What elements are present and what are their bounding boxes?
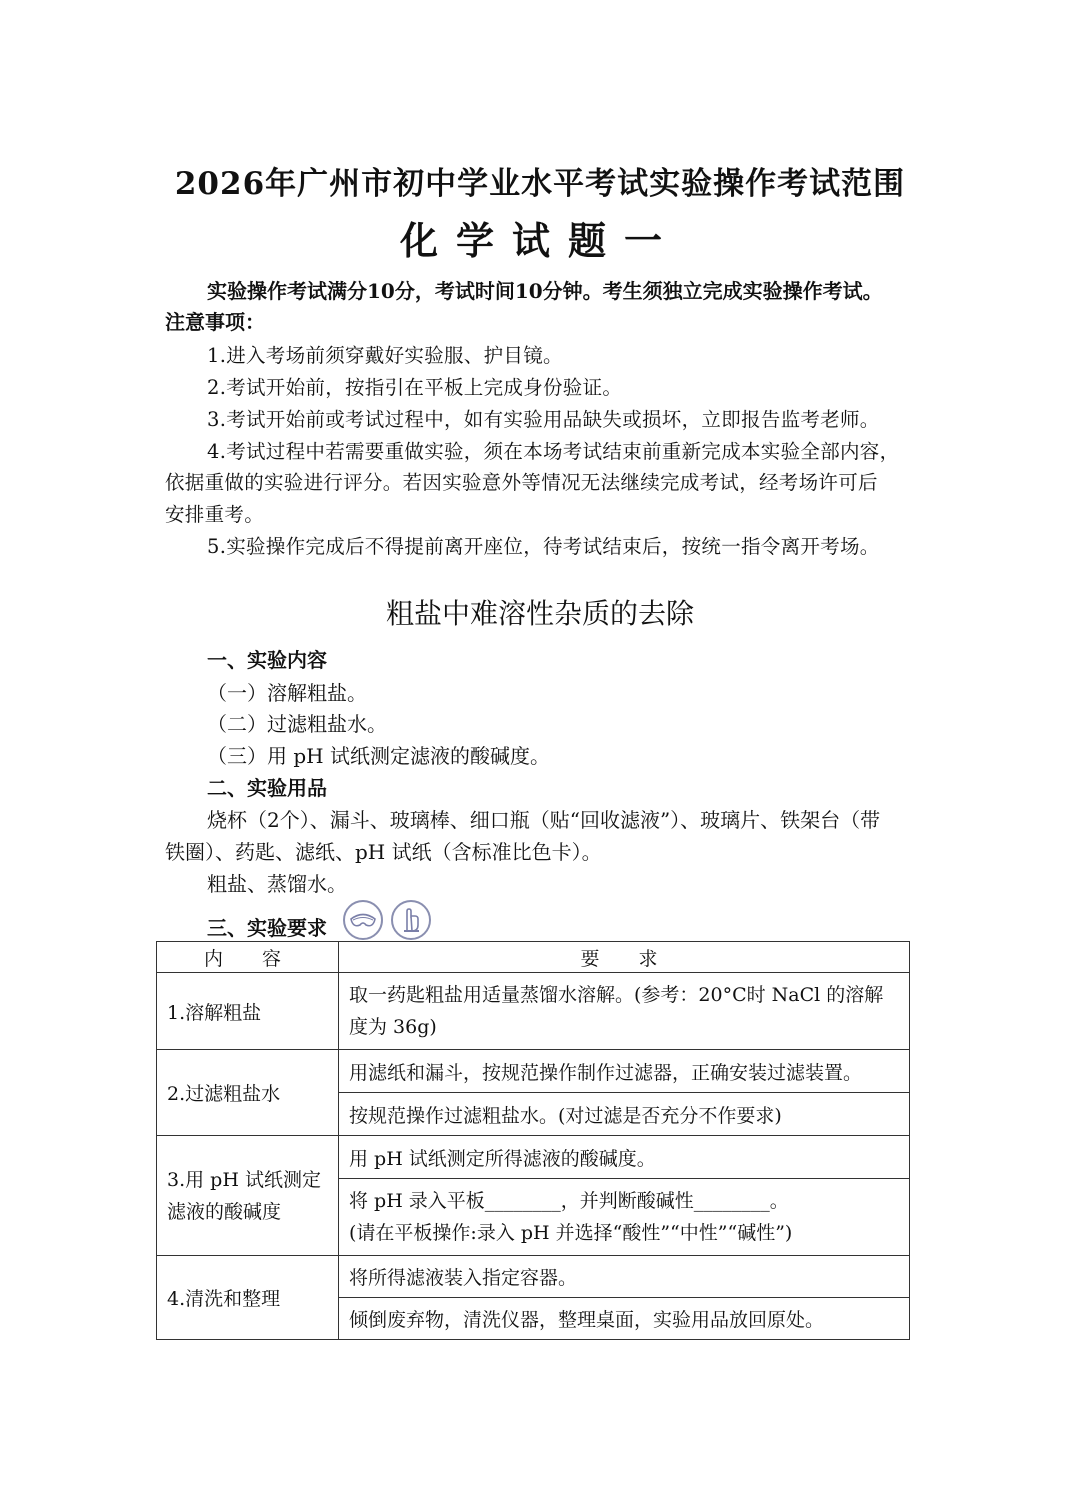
note-line: 安排重考。 (165, 503, 265, 526)
table-cell: 4.清洗和整理 (157, 1256, 339, 1340)
note-line: 4.考试过程中若需要重做实验，须在本场考试结束前重新完成本实验全部内容， (207, 440, 900, 463)
table-cell: 用 pH 试纸测定所得滤液的酸碱度。 (339, 1136, 910, 1179)
table-row (157, 1256, 910, 1298)
table-cell: 按规范操作过滤粗盐水。(对过滤是否充分不作要求) (339, 1093, 910, 1136)
glove-hand-icon (391, 900, 431, 940)
table-cell: 将所得滤液装入指定容器。 (339, 1256, 910, 1298)
note-line: 依据重做的实验进行评分。若因实验意外等情况无法继续完成考试，经考场许可后 (165, 471, 878, 494)
table-header-cell: 要 求 (339, 942, 910, 973)
note-line: 5.实验操作完成后不得提前离开座位，待考试结束后，按统一指令离开考场。 (207, 535, 880, 558)
supplies-line: 烧杯（2个）、漏斗、玻璃棒、细口瓶（贴“回收滤液”）、玻璃片、铁架台（带 (207, 808, 881, 832)
table-header-row (157, 942, 910, 973)
cell-line: 将 pH 录入平板________，并判断酸碱性________。 (349, 1190, 789, 1212)
table-cell: 1.溶解粗盐 (157, 973, 339, 1050)
table-cell: 用滤纸和漏斗，按规范操作制作过滤器，正确安装过滤装置。 (339, 1050, 910, 1093)
supplies-line: 铁圈）、药匙、滤纸、pH 试纸（含标准比色卡）。 (165, 840, 602, 864)
content-item: （三）用 pH 试纸测定滤液的酸碱度。 (207, 744, 550, 768)
goggles-icon (343, 900, 383, 940)
table-header-cell: 内 容 (157, 942, 339, 973)
table-cell (339, 1179, 910, 1256)
cell-line: 3.用 pH 试纸测定 (167, 1168, 321, 1191)
experiment-title: 粗盐中难溶性杂质的去除 (385, 597, 694, 630)
notes-heading: 注意事项： (165, 310, 265, 334)
section-heading: 三、实验要求 (207, 916, 327, 940)
table-cell (339, 973, 910, 1050)
note-line: 3.考试开始前或考试过程中，如有实验用品缺失或损坏，立即报告监考老师。 (207, 408, 880, 431)
table-row (157, 1050, 910, 1093)
cell-line: (请在平板操作:录入 pH 并选择“酸性”“中性”“碱性”) (349, 1222, 793, 1244)
safety-icons (343, 900, 431, 940)
cell-line: 取一药匙粗盐用适量蒸馏水溶解。(参考：20°C时 NaCl 的溶解 (349, 984, 884, 1006)
supplies-line: 粗盐、蒸馏水。 (207, 872, 347, 896)
page-title: 2026年广州市初中学业水平考试实验操作考试范围 (174, 166, 906, 202)
table-row (157, 1136, 910, 1179)
content-item: （一）溶解粗盐。 (207, 681, 367, 705)
page-subtitle: 化学试题一 (399, 218, 680, 263)
note-line: 2.考试开始前，按指引在平板上完成身份验证。 (207, 376, 623, 399)
table-row (157, 973, 910, 1050)
note-line: 1.进入考场前须穿戴好实验服、护目镜。 (207, 344, 563, 367)
content-item: （二）过滤粗盐水。 (207, 712, 387, 736)
section-heading: 一、实验内容 (207, 648, 327, 672)
intro-text: 实验操作考试满分10分，考试时间10分钟。考生须独立完成实验操作考试。 (207, 279, 883, 303)
cell-line: 滤液的酸碱度 (167, 1200, 282, 1223)
requirements-table (156, 941, 910, 1340)
table-cell: 倾倒废弃物，清洗仪器，整理桌面，实验用品放回原处。 (339, 1298, 910, 1340)
table-cell (157, 1136, 339, 1256)
cell-line: 度为 36g) (349, 1016, 437, 1038)
section-heading: 二、实验用品 (207, 776, 327, 800)
table-cell: 2.过滤粗盐水 (157, 1050, 339, 1136)
